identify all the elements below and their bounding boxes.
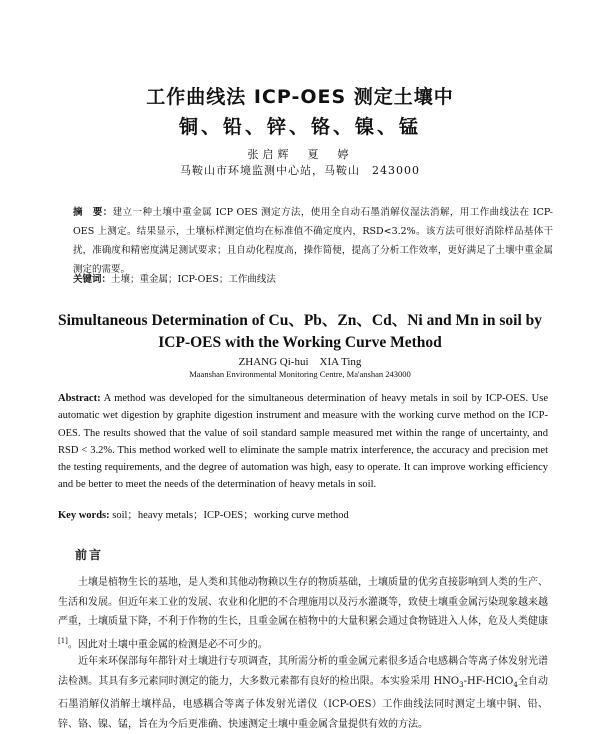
english-title-line-1: Simultaneous Determination of Cu、Pb、Zn、Cd、Ni and Mn in soil by: [57, 312, 543, 329]
english-authors: ZHANG Qi-hui XIA Ting: [238, 356, 362, 368]
english-abstract-text: A method was developed for the simultaneous determination of heavy metals in soil by ICP-OES. Use automatic wet digestion by graphite digestion instrument and measure with the working curve method on the ICP-OES. The results showed that the value of soil standard sample measured met within the range of uncertainty, and RSD < 3.2%. This method worked well to eliminate the sample matrix interference, the accuracy and precision met the testing requirements, and the degree of automation was high, easy to operate. It can improve working efficiency and be better to meet the needs of the determination of heavy metals in soil.: [58, 393, 548, 491]
intro-paragraph-2: [58, 652, 548, 734]
citation-reference: [1]: [58, 636, 68, 645]
chinese-title-line-2: 铜、铅、锌、铬、镍、锰: [178, 116, 421, 138]
english-keywords: [58, 507, 548, 524]
english-affiliation: Maanshan Environmental Monitoring Centre, Ma'anshan 243000: [189, 369, 411, 379]
subscript-3: 3: [459, 680, 464, 689]
intro-paragraph-1-text-b: 。因此对土壤中重金属的检测是必不可少的。: [67, 639, 268, 651]
chinese-authors: 张启辉 夏 婷: [247, 148, 353, 161]
english-keywords-text: soil；heavy metals；ICP-OES；working curve method: [109, 510, 349, 521]
english-abstract-label: Abstract:: [58, 393, 101, 404]
intro-paragraph-1: [58, 573, 548, 655]
subscript-4: 4: [513, 680, 518, 689]
chinese-title-line-1: 工作曲线法 ICP-OES 测定土壤中: [146, 86, 454, 108]
chinese-abstract-label: 摘 要：: [73, 207, 113, 218]
chinese-abstract-text: 建立一种土壤中重金属 ICP OES 测定方法，使用全自动石墨消解仪湿法消解，用工作曲线法在 ICP-OES 上测定。结果显示，土壤标样测定值均在标准值不确定度内，RSD<3.2%。该方法可很好消除样品基体干扰，准确度和精密度满足测试要求；且自动化程度高，操作简便，提高了分析工作效率，更好满足了土壤中重金属测定的需要。: [73, 207, 553, 275]
chinese-abstract: [73, 203, 553, 279]
english-title-line-2: ICP-OES with the Working Curve Method: [158, 334, 442, 351]
section-heading-preface: 前言: [75, 548, 104, 562]
chinese-affiliation: 马鞍山市环境监测中心站，马鞍山 243000: [180, 164, 420, 177]
chinese-keywords-text: 土壤；重金属；ICP-OES；工作曲线法: [111, 274, 276, 285]
english-abstract: [58, 390, 548, 494]
intro-paragraph-2-text-c: 全自动石墨消解仪消解土壤样品，电感耦合等离子体发射光谱仪（ICP-OES）工作曲线法同时测定土壤中铜、铅、锌、铬、镍、锰，旨在为今后更准确、快速测定土壤中重金属含量提供有效的方法。: [58, 675, 548, 730]
intro-paragraph-2-text-b: -HF-HClO: [463, 675, 514, 687]
intro-paragraph-1-text-a: 土壤是植物生长的基地，是人类和其他动物赖以生存的物质基础，土壤质量的优劣直接影响到人类的生产、生活和发展。但近年来工业的发展、农业和化肥的不合理施用以及污水灌溉等，致使土壤重金属污染现象越来越严重，土壤质量下降，不利于作物的生长，且重金属在植物中的大量积累会通过食物链进入人体，危及人类健康: [58, 577, 548, 628]
chinese-keywords-label: 关键词：: [73, 274, 112, 285]
intro-paragraph-2-text-a: 近年来环保部每年都针对土壤进行专项调查，其所需分析的重金属元素很多适合电感耦合等离子体发射光谱法检测。其具有多元素同时测定的能力，大多数元素都有良好的检出限。本实验采用 HNO: [58, 656, 548, 687]
english-keywords-label: Key words:: [58, 510, 110, 521]
chinese-keywords: [73, 270, 553, 289]
